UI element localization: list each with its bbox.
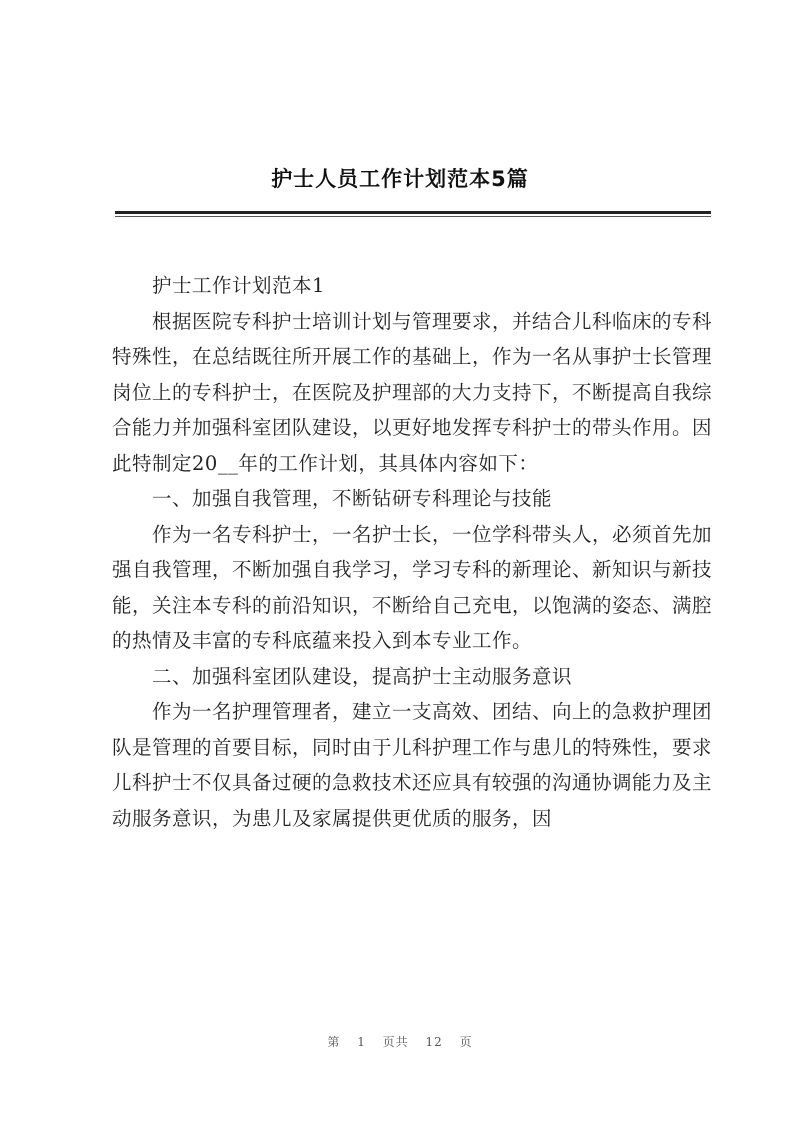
footer-suffix: 页 <box>459 1035 473 1049</box>
section-title: 护士工作计划范本1 <box>152 274 325 297</box>
footer-page-number: 1 <box>357 1035 366 1049</box>
body-paragraph: 作为一名护理管理者，建立一支高效、团结、向上的急救护理团队是管理的首要目标，同时由于儿科护理工作与患儿的特殊性，要求儿科护士不仅具备过硬的急救技术还应具有较强的沟通协调能力及主动服务意识，为患儿及家属提供更优质的服务，因 <box>112 700 713 830</box>
document-title: 护士人员工作计划范本5篇 <box>271 167 529 191</box>
title-divider <box>115 211 711 214</box>
footer-total-pages: 12 <box>425 1035 443 1049</box>
section-heading: 二、加强科室团队建设，提高护士主动服务意识 <box>152 664 573 688</box>
footer-middle: 页共 <box>382 1035 409 1049</box>
body-paragraph: 根据医院专科护士培训计划与管理要求，并结合儿科临床的专科特殊性，在总结既往所开展工作的基础上，作为一名从事护士长管理岗位上的专科护士，在医院及护理部的大力支持下，不断提高自我综合能力并加强科室团队建设，以更好地发挥专科护士的带头作用。因此特制定20__年的工作计划，其具体内容如下： <box>112 309 713 475</box>
page-footer <box>0 1033 800 1050</box>
section-heading: 一、加强自我管理，不断钻研专科理论与技能 <box>152 487 553 510</box>
footer-prefix: 第 <box>327 1035 341 1049</box>
body-paragraph: 作为一名专科护士，一名护士长，一位学科带头人，必须首先加强自我管理，不断加强自我学习，学习专科的新理论、新知识与新技能，关注本专科的前沿知识，不断给自己充电，以饱满的姿态、满腔的热情及丰富的专科底蕴来投入到本专业工作。 <box>112 522 713 652</box>
title-divider-thin <box>115 216 711 217</box>
document-body <box>112 268 712 836</box>
